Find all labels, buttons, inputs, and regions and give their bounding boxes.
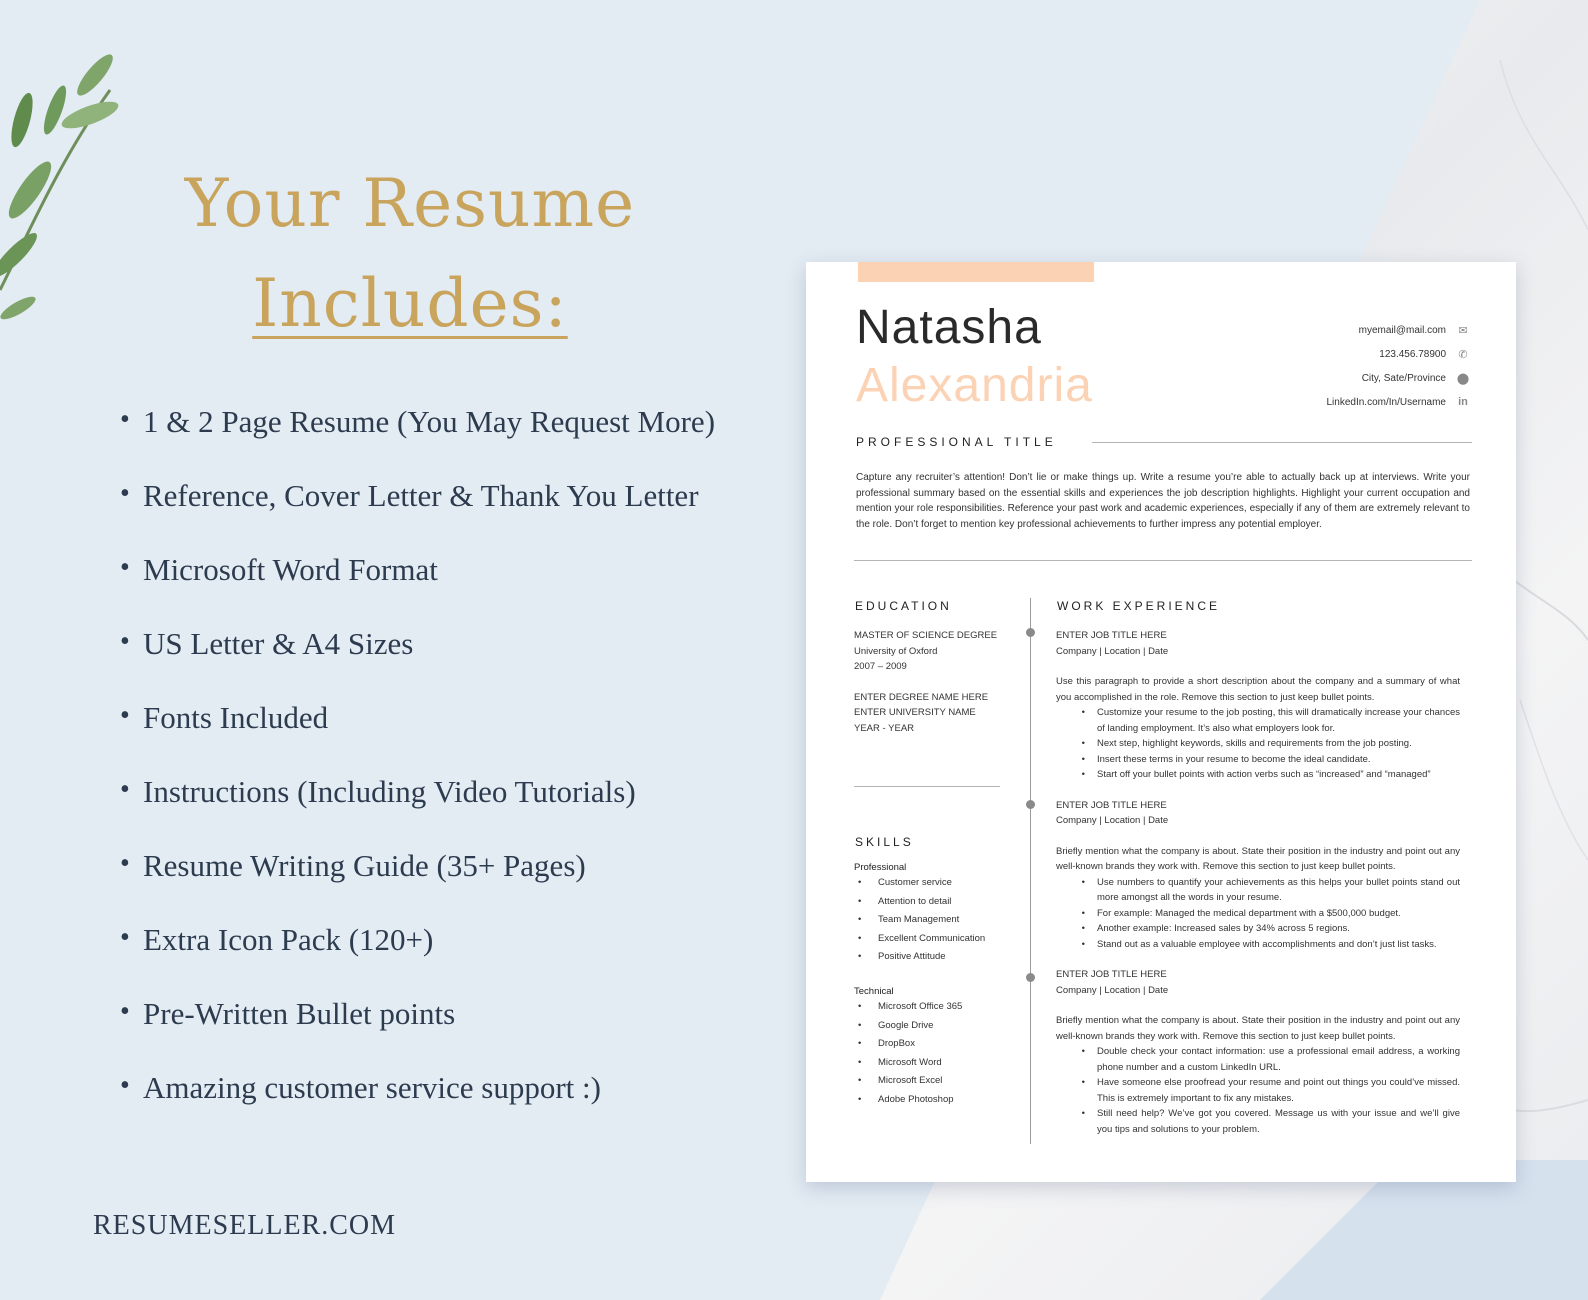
location-icon: ⬤ [1456, 372, 1470, 385]
years: YEAR - YEAR [854, 722, 915, 734]
leaf-branch-icon [0, 40, 130, 330]
bullet-dot: • [1081, 769, 1085, 780]
bullet-dot: • [858, 1038, 862, 1050]
job-meta: Company | Location | Date [1056, 984, 1169, 996]
skill-text: Excellent Communication [878, 932, 986, 944]
job-bullet [1056, 767, 1460, 783]
job-entry [1056, 967, 1460, 1137]
job-bullet [1056, 736, 1460, 752]
contact-location-text: City, Sate/Province [1361, 372, 1446, 384]
last-name: Alexandria [856, 359, 1093, 412]
job-bullet [1056, 1106, 1460, 1137]
job-bullet-text: Start off your bullet points with action verbs such as “increased” and “managed” [1097, 769, 1431, 780]
bullet-dot: • [858, 1019, 862, 1031]
bullet-dot: • [858, 1000, 862, 1012]
resume-preview [806, 262, 1516, 1182]
education-rule [854, 786, 1000, 787]
feature-text: Instructions (Including Video Tutorials) [143, 774, 636, 809]
skills-title: SKILLS [855, 835, 914, 849]
bullet-dot: • [120, 626, 130, 657]
job-bullets [1056, 705, 1460, 783]
feature-text: Reference, Cover Letter & Thank You Letter [143, 478, 699, 513]
skill-text: Microsoft Word [878, 1056, 942, 1068]
skill-text: Customer service [878, 877, 952, 888]
skill-item [854, 896, 1014, 915]
bullet-dot: • [120, 404, 130, 435]
skill-text: Google Drive [878, 1019, 934, 1031]
feature-text: Resume Writing Guide (35+ Pages) [143, 848, 586, 883]
job-bullet-text: Still need help? We’ve got you covered. Message us with your issue and we’ll give you tips and solutions to your problem. [1097, 1108, 1460, 1135]
feature-item [120, 922, 770, 996]
heading-line-1: Your Resume [184, 165, 636, 242]
contact-email [1230, 318, 1470, 342]
skill-item [854, 914, 1014, 933]
education-section [854, 628, 1004, 751]
job-bullet-text: Use numbers to quantify your achievements as this helps your bullet points stand out more amongst all the words in your resume. [1097, 876, 1460, 903]
features-list [120, 404, 770, 1144]
professional-title: PROFESSIONAL TITLE [856, 435, 1057, 449]
bullet-dot: • [1081, 1108, 1085, 1119]
feature-item [120, 404, 770, 478]
university: ENTER UNIVERSITY NAME [854, 707, 976, 718]
contact-block [1230, 318, 1470, 414]
timeline-dot [1026, 628, 1035, 637]
job-description: Briefly mention what the company is about. State their position in the industry and point out any well-known brands they work with. Remove this section to just keep bullet points. [1056, 845, 1460, 872]
bullet-dot: • [120, 996, 130, 1027]
skills-technical-label: Technical [854, 985, 894, 997]
job-bullet-text: Insert these terms in your resume to become the ideal candidate. [1097, 753, 1371, 765]
contact-linkedin-text: LinkedIn.com/In/Username [1326, 396, 1446, 408]
job-bullet [1056, 875, 1460, 906]
skill-text: Microsoft Excel [878, 1075, 943, 1087]
skill-item [854, 1038, 1014, 1057]
education-entry [854, 628, 1004, 675]
skill-text: Adobe Photoshop [878, 1093, 954, 1105]
feature-item [120, 1070, 770, 1144]
contact-linkedin [1230, 390, 1470, 414]
skills-professional-label: Professional [854, 862, 907, 873]
bullet-dot: • [858, 932, 862, 944]
job-bullet [1056, 937, 1460, 953]
bullet-dot: • [1081, 1046, 1085, 1057]
contact-phone-text: 123.456.78900 [1379, 348, 1446, 360]
timeline-line [1030, 598, 1031, 1144]
skill-text: DropBox [878, 1038, 915, 1050]
title-rule [1092, 442, 1472, 443]
bullet-dot: • [1081, 907, 1085, 919]
job-bullet-text: Customize your resume to the job posting, this will dramatically increase your chances of landing employment. It’s also what employers look for. [1097, 707, 1460, 734]
job-bullet [1056, 1075, 1460, 1106]
feature-text: Microsoft Word Format [143, 552, 438, 587]
feature-text: Extra Icon Pack (120+) [143, 922, 434, 957]
summary-rule [854, 560, 1472, 561]
job-bullets [1056, 1044, 1460, 1137]
feature-item [120, 700, 770, 774]
bullet-dot: • [120, 700, 130, 731]
education-entry [854, 690, 1004, 737]
feature-item [120, 478, 770, 552]
job-bullet-text: Stand out as a valuable employee with accomplishments and don’t just list tasks. [1097, 938, 1437, 950]
job-bullet [1056, 705, 1460, 736]
university: University of Oxford [854, 645, 938, 657]
feature-text: 1 & 2 Page Resume (You May Request More) [143, 404, 716, 439]
bullet-dot: • [1081, 923, 1085, 934]
first-name: Natasha [856, 301, 1042, 354]
bullet-dot: • [1081, 707, 1085, 718]
job-bullet [1056, 752, 1460, 768]
feature-item [120, 774, 770, 848]
degree: MASTER OF SCIENCE DEGREE [854, 630, 998, 641]
bullet-dot: • [120, 478, 130, 509]
skill-text: Attention to detail [878, 895, 952, 907]
skill-text: Microsoft Office 365 [878, 1000, 963, 1012]
bullet-dot: • [120, 922, 130, 953]
job-bullet-text: Next step, highlight keywords, skills and requirements from the job posting. [1097, 738, 1412, 749]
feature-text: Amazing customer service support :) [143, 1070, 601, 1105]
skills-section [854, 862, 1014, 1113]
bullet-dot: • [858, 914, 862, 926]
professional-skills-list [854, 877, 1014, 970]
years: 2007 – 2009 [854, 661, 907, 672]
skill-item [854, 1094, 1014, 1113]
skill-item [854, 1001, 1014, 1020]
phone-icon: ✆ [1458, 348, 1468, 361]
work-experience-section [1056, 628, 1460, 1137]
job-bullet-text: Have someone else proofread your resume and point out things you could’ve missed. This is extremely important to fix any mistakes. [1097, 1077, 1460, 1104]
job-bullet [1056, 921, 1460, 937]
bullet-dot: • [1081, 876, 1085, 888]
job-separator [1056, 783, 1460, 798]
skill-item [854, 951, 1014, 970]
job-bullet-text: Double check your contact information: use a professional email address, a working phone number and a custom LinkedIn URL. [1097, 1046, 1460, 1073]
feature-item [120, 848, 770, 922]
bullet-dot: • [858, 1093, 862, 1105]
skill-item [854, 933, 1014, 952]
skill-text: Team Management [878, 914, 960, 926]
professional-summary: Capture any recruiter’s attention! Don’t lie or make things up. Write a resume you’re able to actually back up at interviews. Write your professional summary based on the essential skills and experiences the job description highlights. Highlight your current occupation and mention your role responsibilities. Reference your past work and academic experiences, especially if any of them are extremely relevant to the role. Don’t forget to mention key professional achievements to further impress any potential employer. [856, 472, 1470, 530]
job-entry [1056, 628, 1460, 783]
feature-text: Pre-Written Bullet points [143, 996, 456, 1031]
bullet-dot: • [858, 877, 862, 888]
job-bullet-text: Another example: Increased sales by 34% across 5 regions. [1097, 923, 1350, 934]
job-description: Briefly mention what the company is about. State their position in the industry and point out any well-known brands they work with. Remove this section to just keep bullet points. [1056, 1015, 1460, 1042]
heading-includes: Includes: [252, 265, 568, 342]
job-title: ENTER JOB TITLE HERE [1056, 799, 1167, 811]
job-title: ENTER JOB TITLE HERE [1056, 630, 1167, 641]
bullet-dot: • [858, 951, 862, 963]
education-title: EDUCATION [855, 599, 952, 613]
degree: ENTER DEGREE NAME HERE [854, 691, 989, 703]
heading-line-2 [160, 265, 660, 342]
job-bullet [1056, 906, 1460, 922]
job-bullets [1056, 875, 1460, 953]
linkedin-icon: in [1458, 396, 1468, 408]
feature-text: US Letter & A4 Sizes [143, 626, 414, 661]
skill-item [854, 1075, 1014, 1094]
email-icon: ✉ [1458, 324, 1468, 337]
bullet-dot: • [858, 895, 862, 907]
work-experience-title: WORK EXPERIENCE [1057, 599, 1221, 613]
bullet-dot: • [1081, 1077, 1085, 1088]
job-meta: Company | Location | Date [1056, 645, 1169, 657]
feature-item [120, 552, 770, 626]
bullet-dot: • [1081, 753, 1085, 765]
bullet-dot: • [1081, 938, 1085, 950]
feature-item [120, 626, 770, 700]
contact-location [1230, 366, 1470, 390]
bullet-dot: • [120, 552, 130, 583]
timeline-dot [1026, 973, 1035, 982]
job-title: ENTER JOB TITLE HERE [1056, 969, 1167, 980]
feature-item [120, 996, 770, 1070]
technical-skills-list [854, 1001, 1014, 1113]
job-meta: Company | Location | Date [1056, 815, 1169, 826]
bullet-dot: • [120, 848, 130, 879]
job-separator [1056, 952, 1460, 967]
bullet-dot: • [858, 1056, 862, 1068]
feature-text: Fonts Included [143, 700, 329, 735]
job-entry [1056, 798, 1460, 953]
skill-item [854, 1020, 1014, 1039]
skill-text: Positive Attitude [878, 951, 946, 963]
bullet-dot: • [858, 1075, 862, 1087]
accent-bar [858, 262, 1094, 282]
bullet-dot: • [1081, 738, 1085, 749]
bullet-dot: • [120, 774, 130, 805]
job-bullet-text: For example: Managed the medical department with a $500,000 budget. [1097, 907, 1401, 919]
skill-item [854, 877, 1014, 896]
skill-item [854, 1057, 1014, 1076]
timeline-dot [1026, 800, 1035, 809]
bullet-dot: • [120, 1070, 130, 1101]
job-description: Use this paragraph to provide a short description about the company and a summary of what you accomplished in the role. Remove this section to just keep bullet points. [1056, 676, 1460, 703]
site-name: RESUMESELLER.COM [93, 1210, 397, 1241]
contact-email-text: myemail@mail.com [1358, 324, 1446, 336]
job-bullet [1056, 1044, 1460, 1075]
contact-phone [1230, 342, 1470, 366]
